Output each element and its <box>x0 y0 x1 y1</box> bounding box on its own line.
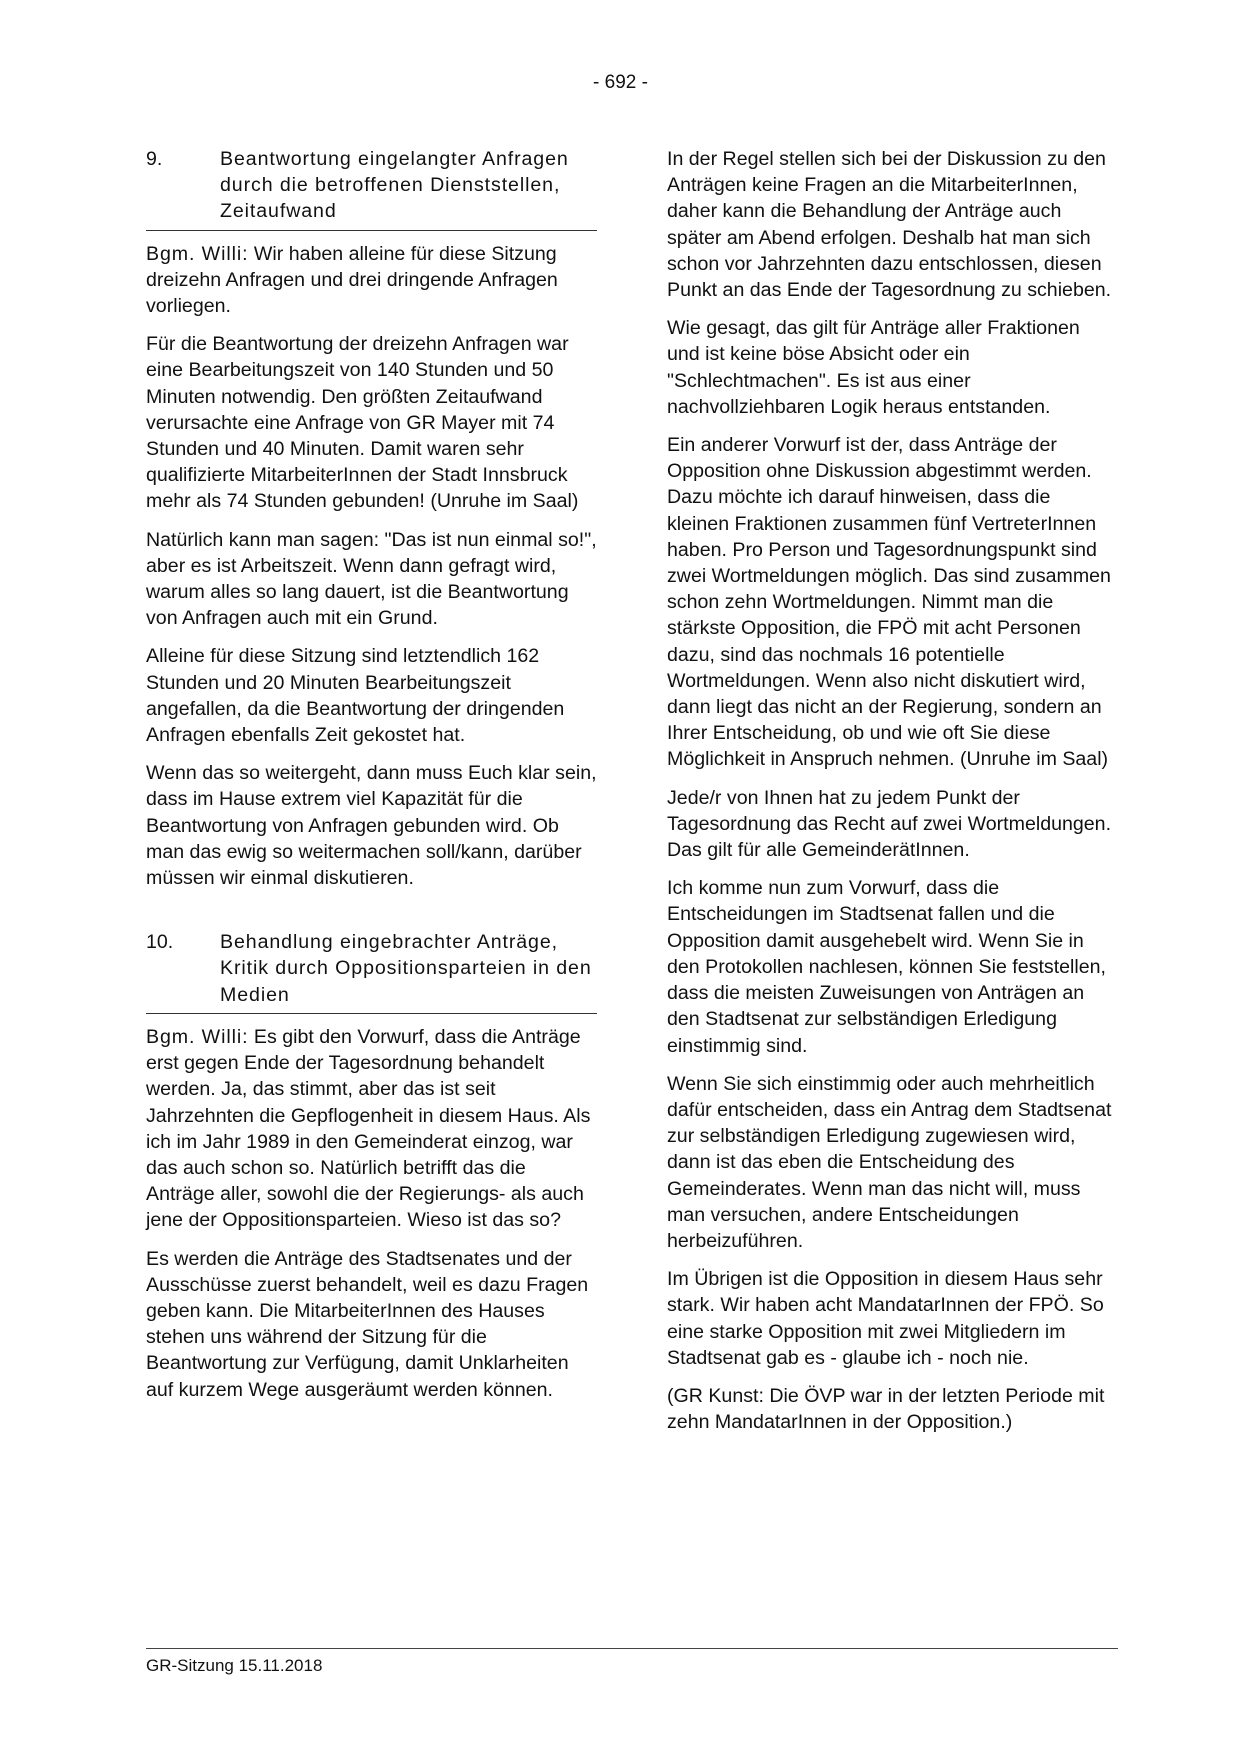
right-paragraph: In der Regel stellen sich bei der Diskussion zu den Anträgen keine Fragen an die MitarbeiterInnen, daher kann die Behandlung der Anträge auch später am Abend erfolgen. Deshalb hat man sich schon vor Jahrzehnten dazu entschlossen, diesen Punkt an das Ende der Tagesordnung zu schieben. <box>667 148 1112 302</box>
right-paragraph: Wie gesagt, das gilt für Anträge aller Fraktionen und ist keine böse Absicht oder ein "Schlechtmachen". Es ist aus einer nachvollziehbaren Logik heraus entstanden. <box>667 317 1080 418</box>
section-10-number: 10. <box>146 931 174 954</box>
section-9-paragraph: Wenn das so weitergeht, dann muss Euch klar sein, dass im Hause extrem viel Kapazität für die Beantwortung von Anfragen gebunden wird. Ob man das ewig so weitermachen soll/kann, darüber müssen wir einmal diskutieren. <box>146 762 597 890</box>
right-paragraph: Jede/r von Ihnen hat zu jedem Punkt der Tagesordnung das Recht auf zwei Wortmeldungen. Das gilt für alle GemeinderätInnen. <box>667 786 1112 862</box>
section-9-paragraph: Für die Beantwortung der dreizehn Anfragen war eine Bearbeitungszeit von 140 Stunden und 50 Minuten notwendig. Den größten Zeitaufwand verursachte eine Anfrage von GR Mayer mit 74 Stunden und 40 Minuten. Damit waren sehr qualifizierte MitarbeiterInnen der Stadt Innsbruck mehr als 74 Stunden gebunden! (Unruhe im Saal) <box>146 333 579 513</box>
right-paragraph: Wenn Sie sich einstimmig oder auch mehrheitlich dafür entscheiden, dass ein Antrag dem Stadtsenat zur selbständigen Erledigung zugewiesen wird, dann ist das eben die Entscheidung des Gemeinderates. Wenn man das nicht will, muss man versuchen, andere Entscheidungen herbeizuführen. <box>667 1072 1112 1252</box>
speaker-label: Bgm. Willi: <box>146 1025 249 1048</box>
footer-divider <box>146 1648 1118 1649</box>
right-paragraph: Im Übrigen ist die Opposition in diesem Haus sehr stark. Wir haben acht MandatarInnen der FPÖ. So eine starke Opposition mit zwei Mitgliedern im Stadtsenat gab es - glaube ich - noch nie. <box>667 1268 1104 1369</box>
section-9-paragraph: Bgm. Willi: Wir haben alleine für diese Sitzung dreizehn Anfragen und drei dringende Anfragen vorliegen. <box>146 242 558 318</box>
section-9-paragraph: Natürlich kann man sagen: "Das ist nun einmal so!", aber es ist Arbeitszeit. Wenn dann gefragt wird, warum alles so lang dauert, ist die Beantwortung von Anfragen auch mit ein Grund. <box>146 528 597 630</box>
section-10-heading <box>146 929 597 1014</box>
right-column <box>667 146 1115 1447</box>
section-9-number: 9. <box>146 148 163 170</box>
section-9-title: Beantwortung eingelangter Anfragen durch die betroffenen Dienststellen, Zeitaufwand <box>220 148 569 223</box>
footer-session-date: GR-Sitzung 15.11.2018 <box>146 1656 323 1675</box>
left-column <box>146 146 597 1415</box>
speaker-label: Bgm. Willi: <box>146 242 249 265</box>
right-paragraph: (GR Kunst: Die ÖVP war in der letzten Periode mit zehn MandatarInnen in der Opposition.) <box>667 1384 1105 1434</box>
section-9-heading <box>146 146 597 231</box>
right-paragraph: Ich komme nun zum Vorwurf, dass die Entscheidungen im Stadtsenat fallen und die Opposition damit ausgehebelt wird. Wenn Sie in den Protokollen nachlesen, können Sie feststellen, dass die meisten Zuweisungen von Anträgen an den Stadtsenat zur selbständigen Erledigung einstimmig sind. <box>667 877 1106 1057</box>
section-10-paragraph: Es werden die Anträge des Stadtsenates und der Ausschüsse zuerst behandelt, weil es dazu Fragen geben kann. Die MitarbeiterInnen des Hauses stehen uns während der Sitzung für die Beantwortung zur Verfügung, damit Unklarheiten auf kurzem Wege ausgeräumt werden können. <box>146 1247 589 1401</box>
page-number: - 692 - <box>593 72 648 93</box>
section-10-title: Behandlung eingebrachter Anträge, Kritik durch Oppositionsparteien in den Medien <box>220 931 592 1006</box>
section-10-paragraph: Bgm. Willi: Es gibt den Vorwurf, dass die Anträge erst gegen Ende der Tagesordnung behandelt werden. Ja, das stimmt, aber das ist seit Jahrzehnten die Gepflogenheit in diesem Haus. Als ich im Jahr 1989 in den Gemeinderat einzog, war das auch schon so. Natürlich betrifft das die Anträge aller, sowohl die der Regierungs- als auch jene der Oppositionsparteien. Wieso ist das so? <box>146 1025 591 1232</box>
right-paragraph: Ein anderer Vorwurf ist der, dass Anträge der Opposition ohne Diskussion abgestimmt werden. Dazu möchte ich darauf hinweisen, dass die kleinen Fraktionen zusammen fünf VertreterInnen haben. Pro Person und Tagesordnungspunkt sind zwei Wortmeldungen möglich. Das sind zusammen schon zehn Wortmeldungen. Nimmt man die stärkste Opposition, die FPÖ mit acht Personen dazu, sind das nochmals 16 potentielle Wortmeldungen. Wenn also nicht diskutiert wird, dann liegt das nicht an der Regierung, sondern an Ihrer Entscheidung, ob und wie oft Sie diese Möglichkeit in Anspruch nehmen. (Unruhe im Saal) <box>667 434 1111 771</box>
section-9-paragraph: Alleine für diese Sitzung sind letztendlich 162 Stunden und 20 Minuten Bearbeitungszeit angefallen, da die Beantwortung der dringenden Anfragen ebenfalls Zeit gekostet hat. <box>146 645 565 747</box>
